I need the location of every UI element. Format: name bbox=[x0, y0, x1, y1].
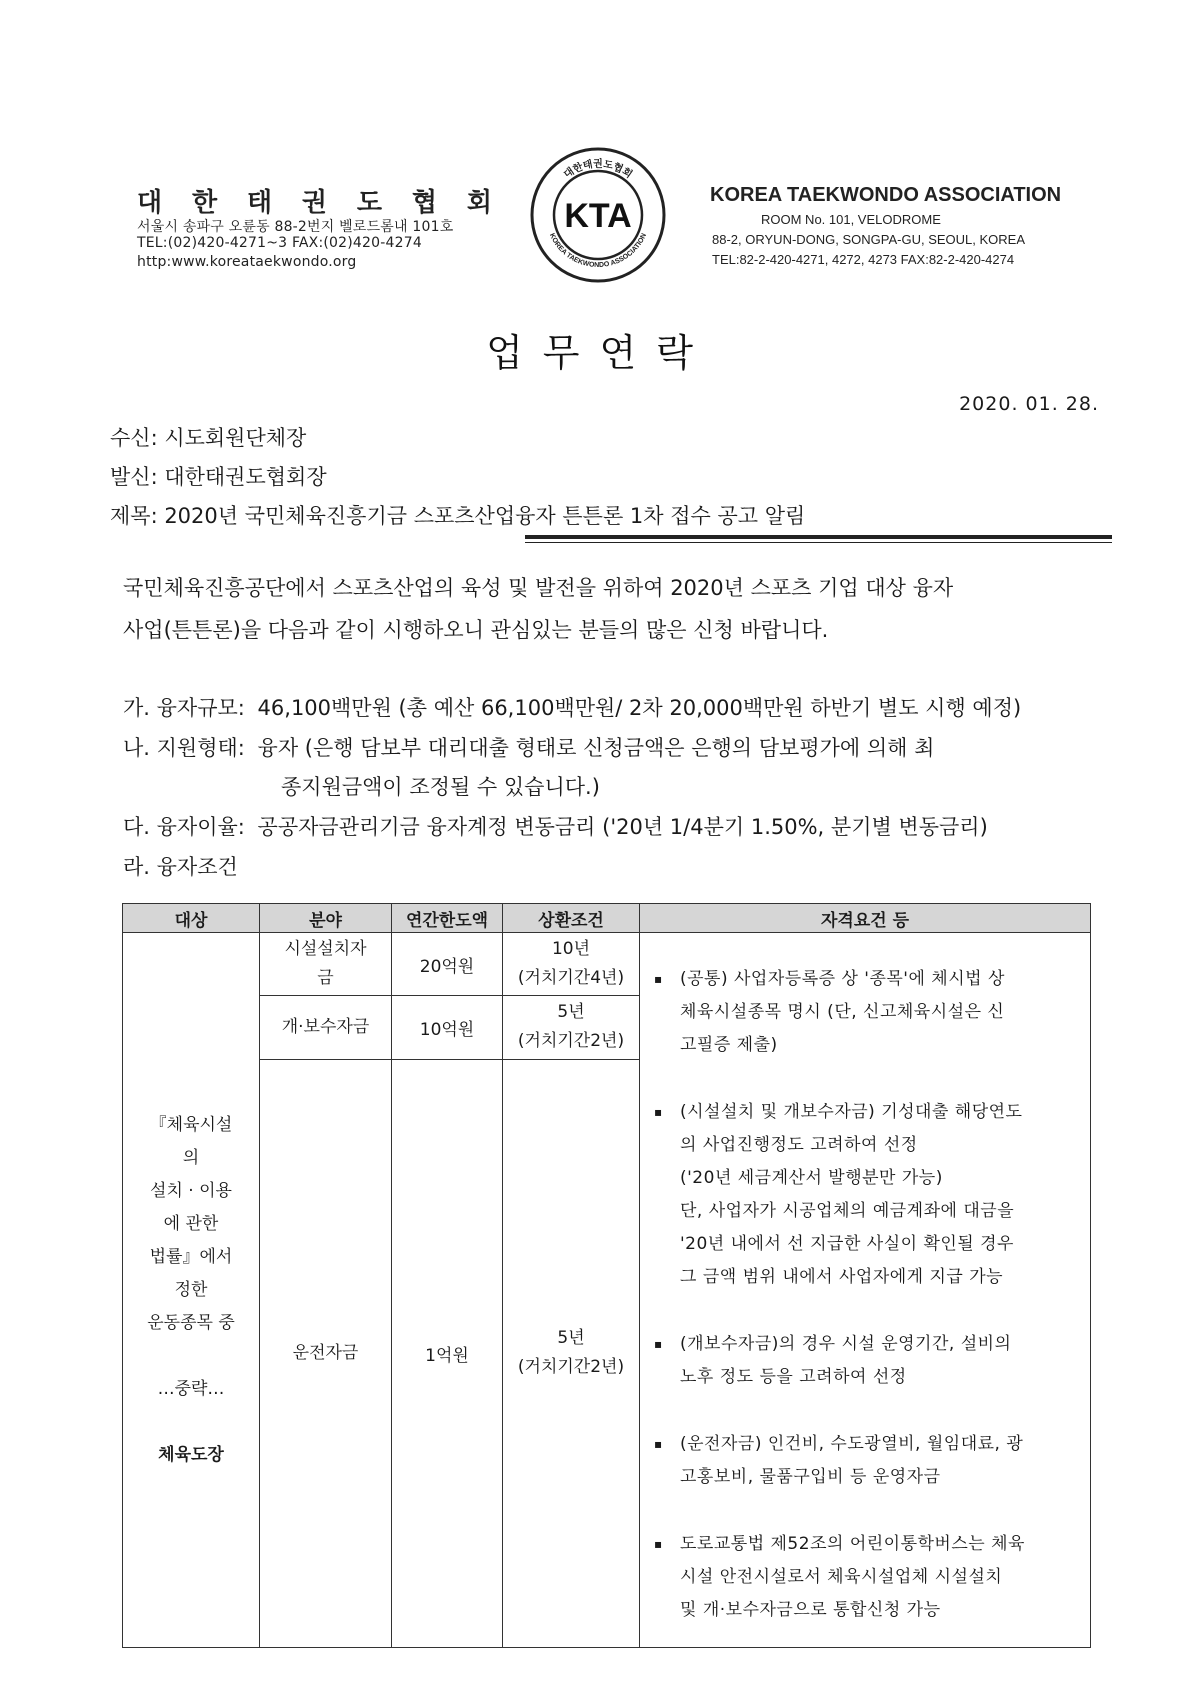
requirement-line: 노후 정도 등을 고려하여 선정 bbox=[680, 1367, 907, 1387]
requirement-line: (개보수자금)의 경우 시설 운영기간, 설비의 bbox=[680, 1334, 1012, 1354]
tel-fax-en: TEL:82-2-420-4271, 4272, 4273 FAX:82-2-420-4274 bbox=[712, 252, 1015, 267]
header-target: 대상 bbox=[123, 904, 260, 933]
item-support-type-cont: 종지원금액이 조정될 수 있습니다.) bbox=[281, 775, 600, 799]
repay-line: (거치기간2년) bbox=[517, 1357, 625, 1378]
limit-cell: 10억원 bbox=[392, 996, 503, 1059]
org-name-en: KOREA TAEKWONDO ASSOCIATION bbox=[710, 184, 1062, 206]
target-line: …중략… bbox=[157, 1378, 225, 1399]
requirement-line: 고필증 제출) bbox=[680, 1035, 778, 1055]
address-kr: 서울시 송파구 오륜동 88-2번지 벨로드롬내 101호 bbox=[137, 219, 454, 235]
logo-monogram: KTA bbox=[564, 197, 632, 235]
intro-line-1: 국민체육진흥공단에서 스포츠산업의 육성 및 발전을 위하여 2020년 스포츠 기업 대상 융자 bbox=[123, 576, 954, 600]
target-line: 설치 · 이용 bbox=[150, 1180, 232, 1201]
requirement-line: 단, 사업자가 시공업체의 예금계좌에 대금을 bbox=[680, 1201, 1015, 1221]
intro-line-2: 사업(튼튼론)을 다음과 같이 시행하오니 관심있는 분들의 많은 신청 바랍니다. bbox=[123, 618, 829, 642]
repay-line: 10년 bbox=[551, 939, 591, 960]
bullet-icon: ▪ bbox=[654, 1337, 663, 1351]
website-link[interactable]: http:www.koreataekwondo.org bbox=[137, 254, 357, 270]
item-support-type bbox=[123, 732, 934, 762]
requirement-item bbox=[654, 963, 1080, 1062]
field-line: 운전자금 bbox=[292, 1342, 359, 1363]
target-line: 운동종목 중 bbox=[147, 1312, 235, 1333]
repay-cell bbox=[503, 933, 640, 996]
org-name-char: 협 bbox=[411, 188, 437, 218]
org-name-char: 회 bbox=[466, 188, 492, 218]
org-name-char: 태 bbox=[246, 188, 273, 218]
limit-cell: 1억원 bbox=[392, 1059, 503, 1647]
item-label: 가. 융자규모: bbox=[123, 696, 245, 720]
org-name-char: 대 bbox=[137, 188, 163, 218]
org-name-char: 한 bbox=[191, 188, 218, 218]
target-cell bbox=[123, 933, 260, 1648]
requirement-line: 고홍보비, 물품구입비 등 운영자금 bbox=[680, 1467, 941, 1487]
repay-line: 5년 bbox=[557, 1328, 585, 1349]
table-row bbox=[123, 933, 1091, 996]
target-line: 의 bbox=[182, 1147, 200, 1168]
document-title: 업무연락 bbox=[486, 331, 713, 375]
requirement-line: 및 개·보수자금으로 통합신청 가능 bbox=[680, 1600, 941, 1620]
header-field: 분야 bbox=[260, 904, 392, 933]
document-date: 2020. 01. 28. bbox=[959, 393, 1099, 415]
repay-cell bbox=[503, 1059, 640, 1647]
item-loan-conditions bbox=[123, 851, 238, 881]
target-line: 『체육시설 bbox=[149, 1114, 233, 1135]
address-en: 88-2, ORYUN-DONG, SONGPA-GU, SEOUL, KOREA bbox=[712, 232, 1026, 247]
target-line bbox=[123, 1406, 259, 1439]
requirements-cell bbox=[640, 933, 1091, 1648]
item-label: 라. 융자조건 bbox=[123, 855, 238, 879]
bullet-icon: ▪ bbox=[654, 1437, 663, 1451]
item-loan-size bbox=[123, 692, 1021, 722]
item-label: 나. 지원형태: bbox=[123, 736, 245, 760]
org-name-char: 도 bbox=[356, 188, 382, 218]
requirement-line: 그 금액 범위 내에서 사업자에게 지급 가능 bbox=[680, 1267, 1004, 1287]
field-cell bbox=[260, 933, 392, 996]
field-line: 개·보수자금 bbox=[281, 1016, 370, 1037]
repay-line: (거치기간4년) bbox=[517, 968, 625, 989]
requirement-line: 시설 안전시설로서 체육시설업체 시설설치 bbox=[680, 1567, 1003, 1587]
field-line: 시설설치자 bbox=[284, 939, 367, 960]
kta-logo bbox=[528, 145, 668, 285]
limit-cell: 20억원 bbox=[392, 933, 503, 996]
requirement-line: '20년 내에서 선 지급한 사실이 확인될 경우 bbox=[680, 1234, 1014, 1254]
loan-conditions-table bbox=[122, 903, 1091, 1648]
target-line: 체육도장 bbox=[158, 1444, 224, 1465]
header-requirements: 자격요건 등 bbox=[640, 904, 1091, 933]
item-interest-rate bbox=[123, 811, 988, 841]
item-text: 공공자금관리기금 융자계정 변동금리 ('20년 1/4분기 1.50%, 분기별 변동금리) bbox=[257, 815, 988, 839]
bullet-icon: ▪ bbox=[654, 1105, 663, 1119]
requirement-item bbox=[654, 1096, 1080, 1294]
item-text: 융자 (은행 담보부 대리대출 형태로 신청금액은 은행의 담보평가에 의해 최 bbox=[257, 736, 935, 760]
org-name-kr bbox=[137, 182, 492, 219]
header-repayment: 상환조건 bbox=[503, 904, 640, 933]
bullet-icon: ▪ bbox=[654, 1537, 663, 1551]
logo-ring-text-bottom: KOREA TAEKWONDO ASSOCIATION bbox=[547, 232, 649, 270]
subject-rule-thin bbox=[525, 542, 1112, 543]
target-line bbox=[123, 1340, 259, 1373]
subject-rule bbox=[525, 535, 1112, 539]
repay-line: (거치기간2년) bbox=[517, 1031, 625, 1052]
bullet-icon: ▪ bbox=[654, 972, 663, 986]
room-en: ROOM No. 101, VELODROME bbox=[761, 212, 941, 227]
tel-fax-kr: TEL:(02)420-4271~3 FAX:(02)420-4274 bbox=[137, 235, 422, 251]
requirement-line: (공통) 사업자등록증 상 '종목'에 체시법 상 bbox=[680, 969, 1005, 989]
requirement-line: 체육시설종목 명시 (단, 신고체육시설은 신 bbox=[680, 1002, 1005, 1022]
sender-line: 발신: 대한태권도협회장 bbox=[110, 465, 327, 489]
target-line: 에 관한 bbox=[163, 1213, 219, 1234]
field-cell bbox=[260, 1059, 392, 1647]
target-line: 정한 bbox=[174, 1279, 208, 1300]
requirement-item bbox=[654, 1428, 1080, 1494]
requirement-line: (운전자금) 인건비, 수도광열비, 월임대료, 광 bbox=[680, 1434, 1024, 1454]
requirement-line: 도로교통법 제52조의 어린이통학버스는 체육 bbox=[680, 1534, 1025, 1554]
item-text: 46,100백만원 (총 예산 66,100백만원/ 2차 20,000백만원 하반기 별도 시행 예정) bbox=[257, 696, 1022, 720]
requirement-item bbox=[654, 1328, 1080, 1394]
recipient-line: 수신: 시도회원단체장 bbox=[110, 426, 307, 450]
svg-text:대한태권도협회 bbox=[561, 157, 635, 181]
requirement-line: 의 사업진행정도 고려하여 선정 bbox=[680, 1135, 918, 1155]
header-annual-limit: 연간한도액 bbox=[392, 904, 503, 933]
logo-ring-text-top: 대한태권도협회 bbox=[562, 159, 634, 181]
requirement-line: (시설설치 및 개보수자금) 기성대출 해당연도 bbox=[680, 1102, 1023, 1122]
org-name-char: 권 bbox=[301, 188, 328, 218]
field-line: 금 bbox=[317, 968, 334, 989]
repay-line: 5년 bbox=[557, 1002, 585, 1023]
repay-cell bbox=[503, 996, 640, 1059]
requirement-item bbox=[654, 1528, 1080, 1627]
table-header-row bbox=[123, 904, 1091, 933]
subject-line: 제목: 2020년 국민체육진흥기금 스포츠산업융자 튼튼론 1차 접수 공고 알림 bbox=[110, 504, 806, 528]
target-line: 법률』에서 bbox=[149, 1246, 233, 1267]
svg-text:KOREA TAEKWONDO ASSOCIATION bbox=[548, 232, 648, 269]
item-label: 다. 융자이율: bbox=[123, 815, 245, 839]
field-cell bbox=[260, 996, 392, 1059]
requirement-line: ('20년 세금계산서 발행분만 가능) bbox=[680, 1168, 943, 1188]
